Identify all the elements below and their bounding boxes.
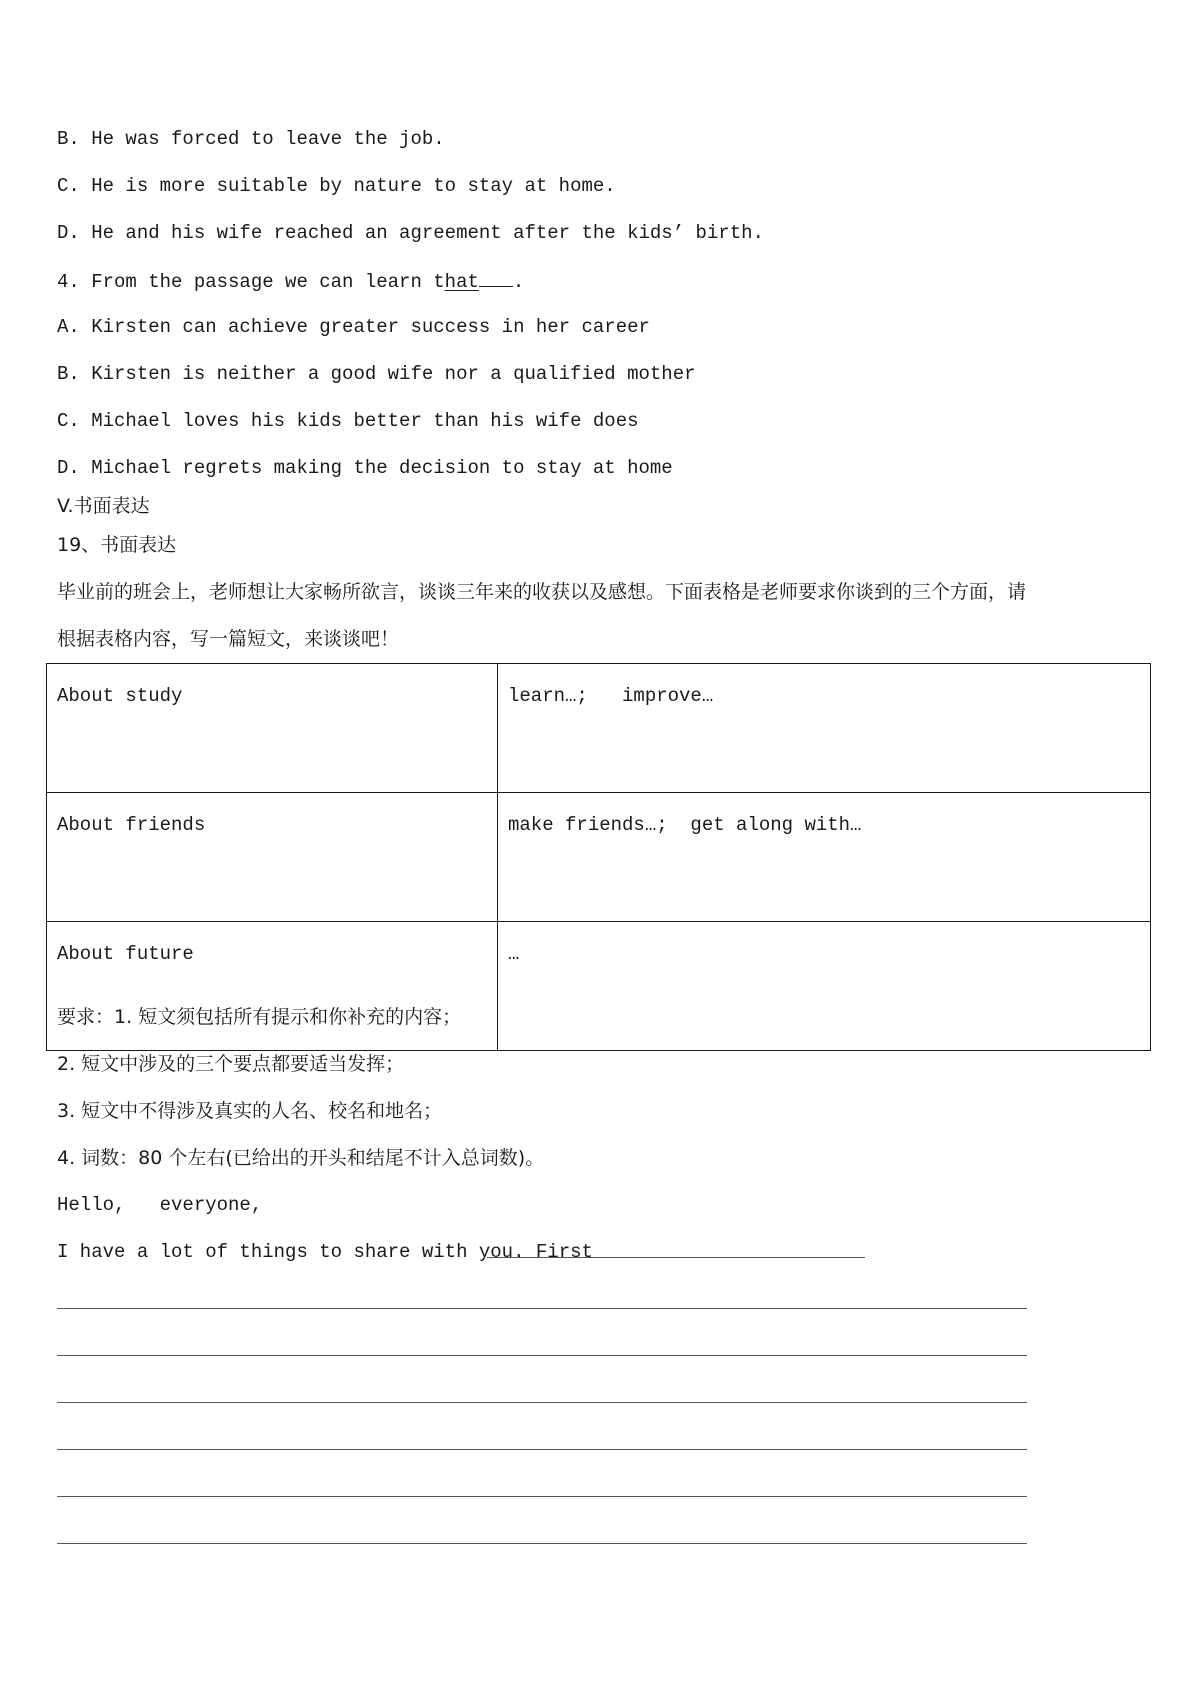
question-4 — [57, 268, 524, 294]
writing-line[interactable] — [57, 1355, 1027, 1356]
requirement-3: 3. 短文中不得涉及真实的人名、校名和地名； — [57, 1100, 443, 1122]
table-row — [47, 922, 1151, 1051]
question-4-stem: 4. From the passage we can learn t — [57, 271, 445, 293]
instruction-line-2: 根据表格内容，写一篇短文，来谈谈吧！ — [57, 628, 400, 650]
requirement-1: 要求：1. 短文须包括所有提示和你补充的内容； — [57, 1006, 462, 1028]
option-4c: C. Michael loves his kids better than his wife does — [57, 410, 639, 432]
table-cell-hint: … — [498, 922, 1151, 1051]
table-cell-topic: About friends — [47, 793, 498, 922]
instruction-line-1: 毕业前的班会上，老师想让大家畅所欲言，谈谈三年来的收获以及感想。下面表格是老师要求你谈到的三个方面，请 — [57, 581, 1027, 603]
table-cell-topic: About future — [47, 922, 498, 1051]
writing-line[interactable] — [487, 1257, 865, 1258]
greeting: Hello, everyone, — [57, 1194, 263, 1216]
starter-text: I have a lot of things to share with you. — [57, 1241, 525, 1263]
table-cell-topic: About study — [47, 664, 498, 793]
writing-line[interactable] — [57, 1402, 1027, 1403]
hint-table — [46, 663, 1151, 1051]
question-heading: 19、书面表达 — [57, 534, 177, 556]
requirement-2: 2. 短文中涉及的三个要点都要适当发挥； — [57, 1053, 405, 1075]
table-cell-hint: make friends…; get along with… — [498, 793, 1151, 922]
starter-first: First — [524, 1241, 593, 1263]
starter-sentence — [57, 1240, 593, 1264]
table-row — [47, 793, 1151, 922]
option-3d: D. He and his wife reached an agreement after the kids’ birth. — [57, 222, 764, 244]
table-cell-hint: learn…; improve… — [498, 664, 1151, 793]
option-4a: A. Kirsten can achieve greater success in her career — [57, 316, 650, 338]
answer-blank[interactable]: hat — [444, 271, 479, 293]
section-heading: V.书面表达 — [57, 495, 150, 517]
writing-line[interactable] — [57, 1449, 1027, 1450]
answer-blank-tail[interactable] — [479, 268, 513, 287]
option-4d: D. Michael regrets making the decision to stay at home — [57, 457, 673, 479]
writing-line[interactable] — [57, 1308, 1027, 1309]
requirement-4: 4. 词数：80 个左右(已给出的开头和结尾不计入总词数)。 — [57, 1147, 545, 1169]
writing-line[interactable] — [57, 1496, 1027, 1497]
option-3c: C. He is more suitable by nature to stay at home. — [57, 175, 616, 197]
option-4b: B. Kirsten is neither a good wife nor a qualified mother — [57, 363, 696, 385]
table-row — [47, 664, 1151, 793]
option-3b: B. He was forced to leave the job. — [57, 128, 445, 150]
writing-line[interactable] — [57, 1543, 1027, 1544]
question-4-period: . — [512, 271, 525, 293]
